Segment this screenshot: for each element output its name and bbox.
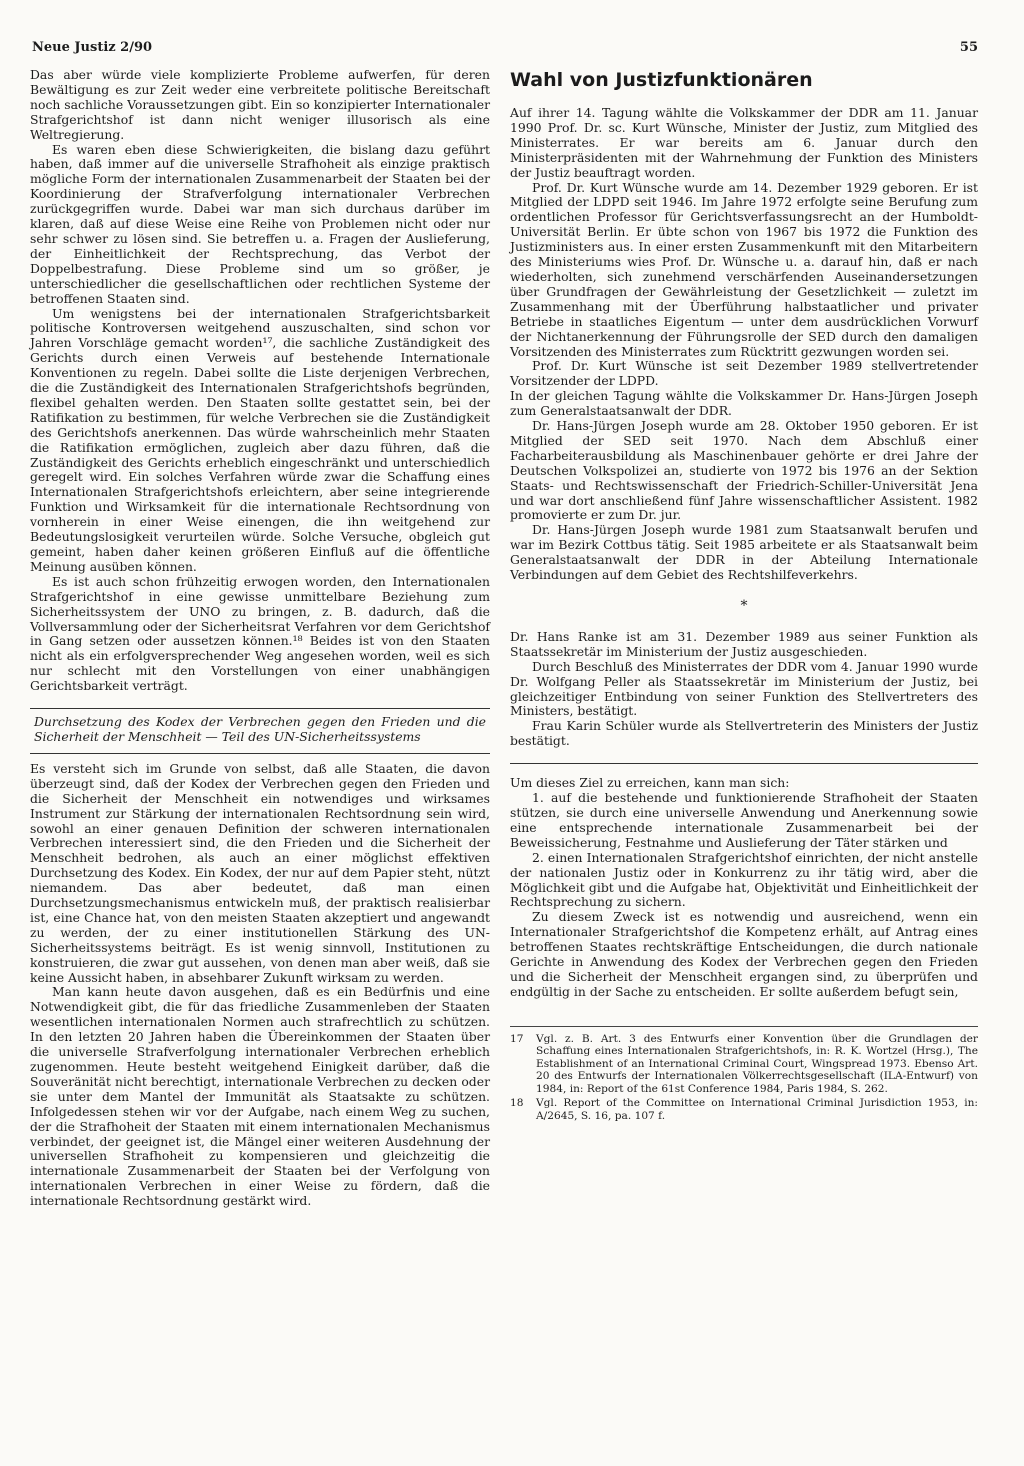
paragraph: In der gleichen Tagung wählte die Volkskammer Dr. Hans-Jürgen Joseph zum Generalstaatsanwalt der DDR.	[510, 388, 978, 419]
footnote	[510, 1097, 978, 1122]
paragraph: Es waren eben diese Schwierigkeiten, die bislang dazu geführt haben, daß immer auf die universelle Strafhoheit als einzige praktisch mögliche Form der internationalen Zusammenarbeit der Staaten bei der Koordinierung der Strafverfolgung internationaler Verbrechen zurückgegriffen wurde. Dabei war man sich durchaus darüber im klaren, daß auf diese Weise eine Reihe von Problemen nicht oder nur sehr schwer zu lösen sind. Sie betreffen u. a. Fragen der Auslieferung, der Einheitlichkeit der Rechtsprechung, das Verbot der Doppelbestrafung. Diese Probleme sind um so größer, je unterschiedlicher die gesellschaftlichen oder rechtlichen Systeme der betroffenen Staaten sind.	[30, 141, 490, 306]
running-header	[30, 40, 978, 60]
footnote-text: Vgl. z. B. Art. 3 des Entwurfs einer Konvention über die Grundlagen der Schaffung eines Internationalen Strafgerichtshofs, in: R. K. Wortzel (Hrsg.), The Establishment of an International Criminal Court, Wingspread 1973. Ebenso Art. 20 des Entwurfs der Internationalen Völkerrechtsgesellschaft (ILA-Entwurf) von 1984, in: Report of the 61st Conference 1984, Paris 1984, S. 262.	[536, 1032, 978, 1095]
journal-title: Neue Justiz 2/90	[32, 40, 153, 55]
paragraph: Zu diesem Zweck ist es notwendig und ausreichend, wenn ein Internationaler Strafgerichtshof die Kompetenz erhält, auf Antrag eines betroffenen Staates rechtskräftige Entscheidungen, die durch nationale Gerichte in Anwendung des Kodex der Verbrechen gegen den Frieden und die Sicherheit der Menschheit ergangen sind, zu überprüfen und endgültig in der Sache zu entscheiden. Er sollte außerdem befugt sein,	[510, 909, 978, 999]
paragraph: Das aber würde viele komplizierte Probleme aufwerfen, für deren Bewältigung es zur Zeit weder eine verbreitete politische Bereitschaft noch sachliche Voraussetzungen gibt. Ein so konzipierter Internationaler Strafgerichtshof ist dann nicht weniger illusorisch als eine Weltregierung.	[30, 67, 490, 142]
right-column	[510, 68, 978, 1124]
paragraph: Dr. Hans-Jürgen Joseph wurde 1981 zum Staatsanwalt berufen und war im Bezirk Cottbus tätig. Seit 1985 arbeitete er als Staatsanwalt beim Generalstaatsanwalt der DDR in der Abteilung Internationale Verbindungen auf dem Gebiet des Rechtshilfeverkehrs.	[510, 522, 978, 583]
paragraph: Dr. Hans Ranke ist am 31. Dezember 1989 aus seiner Funktion als Staatssekretär im Ministerium der Justiz ausgeschieden.	[510, 628, 978, 659]
paragraph: Es versteht sich im Grunde von selbst, daß alle Staaten, die davon überzeugt sind, daß der Kodex der Verbrechen gegen den Frieden und die Sicherheit der Menschheit ein notwendiges und wirksames Instrument zur Stärkung der internationalen Rechtsordnung sein wird, sowohl an einer genauen Definition der schweren internationalen Verbrechen interessiert sind, die den Frieden und die Sicherheit der Menschheit bedrohen, als auch an einer möglichst effektiven Durchsetzung des Kodex. Ein Kodex, der nur auf dem Papier steht, nützt niemandem. Das aber bedeutet, daß man einen Durchsetzungsmechanismus entwickeln muß, der praktisch realisierbar ist, eine Chance hat, von den meisten Staaten akzeptiert und angewandt zu werden, der zu einer institutionellen Stärkung des UN-Sicherheitssystems beiträgt. Es ist wenig sinnvoll, Institutionen zu konstruieren, die zwar gut aussehen, von denen man aber weiß, daß sie keine Aussicht haben, in absehbarer Zukunft wirksam zu werden.	[30, 760, 490, 985]
footnote	[510, 1033, 978, 1096]
paragraph: Man kann heute davon ausgehen, daß es ein Bedürfnis und eine Notwendigkeit gibt, die für das friedliche Zusammenleben der Staaten wesentlichen internationalen Normen auch strafrechtlich zu schützen. In den letzten 20 Jahren haben die Übereinkommen der Staaten über die universelle Strafverfolgung internationaler Verbrechen erheblich zugenommen. Heute besteht weitgehend Einigkeit darüber, daß die Souveränität nicht berechtigt, internationale Verbrechen zu decken oder sie unter dem Mantel der Immunität als Staatsakte zu schützen. Infolgedessen stehen wir vor der Aufgabe, nach einem Weg zu suchen, der die Strafhoheit der Staaten mit einem internationalen Mechanismus verbindet, der geeignet ist, die Mängel einer weiteren Ausdehnung der universellen Strafhoheit zu kompensieren und gleichzeitig die internationale Zusammenarbeit der Staaten bei der Verfolgung von internationalen Verbrechen in einer Weise zu fördern, daß die internationale Rechtsordnung gestärkt wird.	[30, 984, 490, 1209]
paragraph: Es ist auch schon frühzeitig erwogen worden, den Internationalen Strafgerichtshof in eine gewisse unmittelbare Beziehung zum Sicherheitssystem der UNO zu bringen, z. B. dadurch, daß die Vollversammlung oder der Sicherheitsrat Verfahren vor dem Gerichtshof in Gang setzen oder aussetzen können.¹⁸ Beides ist von den Staaten nicht als ein erfolgversprechender Weg angesehen worden, weil es sich nur schlecht mit den Vorstellungen von einer unabhängigen Gerichtsbarkeit verträgt.	[30, 573, 490, 694]
section-divider-star: *	[740, 598, 748, 614]
article-title: Wahl von Justizfunktionären	[510, 69, 813, 91]
paragraph: Um dieses Ziel zu erreichen, kann man sich:	[510, 775, 790, 791]
footnotes	[510, 1026, 978, 1123]
journal-page	[30, 40, 978, 1440]
list-item: 1. auf die bestehende und funktionierende Strafhoheit der Staaten stützen, sie durch eine universelle Anwendung und Anerkennung sowie eine entsprechende internationale Zusammenarbeit bei der Beweissicherung, Festnahme und Auslieferung der Täter stärken und	[510, 790, 978, 850]
list-item: 2. einen Internationalen Strafgerichtshof einrichten, der nicht anstelle der nationalen Justiz oder in Konkurrenz zu ihr tätig wird, aber die Möglichkeit gibt und die Aufgabe hat, Objektivität und Einheitlichkeit der Rechtsprechung zu sichern.	[510, 849, 978, 910]
paragraph: Prof. Dr. Kurt Wünsche wurde am 14. Dezember 1929 geboren. Er ist Mitglied der LDPD seit 1946. Im Jahre 1972 erfolgte seine Berufung zum ordentlichen Professor für Gerichtsverfassungsrecht an der Humboldt-Universität Berlin. Er übte schon von 1967 bis 1972 die Funktion des Justizministers aus. In einer ersten Zusammenkunft mit den Mitarbeitern des Ministeriums wies Prof. Dr. Wünsche u. a. darauf hin, daß er nach wiederholten, sich zunehmend verschärfenden Auseinandersetzungen über Grundfragen der Gewährleistung der Gesetzlichkeit — zuletzt im Zusammenhang mit der Überführung halbstaatlicher und privater Betriebe in staatliches Eigentum — unter dem ausdrücklichen Vorwurf der Nichtanerkennung der Führungsrolle der SED durch den damaligen Vorsitzenden des Ministerrates zum Rücktritt gezwungen worden sei.	[510, 179, 978, 359]
page-number: 55	[959, 40, 978, 55]
section-rule	[510, 763, 978, 764]
paragraph: Dr. Hans-Jürgen Joseph wurde am 28. Oktober 1950 geboren. Er ist Mitglied der SED seit 1970. Nach dem Abschluß einer Facharbeiterausbildung als Maschinenbauer gehörte er drei Jahre der Deutschen Volkspolizei an, studierte von 1972 bis 1976 an der Sektion Staats- und Rechtswissenschaft der Friedrich-Schiller-Universität Jena und war dort anschließend fünf Jahre wissenschaftlicher Assistent. 1982 promovierte er zum Dr. jur.	[510, 418, 978, 523]
paragraph: Prof. Dr. Kurt Wünsche ist seit Dezember 1989 stellvertretender Vorsitzender der LDPD.	[510, 358, 978, 389]
footnote-text: Vgl. Report of the Committee on International Criminal Jurisdiction 1953, in: A/2645, S. 16, pa. 107 f.	[536, 1097, 978, 1122]
left-column	[30, 68, 490, 1209]
paragraph: Durch Beschluß des Ministerrates der DDR vom 4. Januar 1990 wurde Dr. Wolfgang Peller als Staatssekretär im Ministerium der Justiz, bei gleichzeitiger Entbindung von seiner Funktion des Stellvertreters des Ministers, bestätigt.	[510, 658, 978, 719]
paragraph: Auf ihrer 14. Tagung wählte die Volkskammer der DDR am 11. Januar 1990 Prof. Dr. sc. Kurt Wünsche, Minister der Justiz, zum Mitglied des Ministerrates. Er war bereits am 6. Januar durch den Ministerpräsidenten mit der Wahrnehmung der Funktion des Ministers der Justiz beauftragt worden.	[510, 105, 978, 180]
section-subheading: Durchsetzung des Kodex der Verbrechen gegen den Frieden und die Sicherheit der Menschheit — Teil des UN-Sicherheitssystems	[30, 708, 490, 754]
footnote-number: 17	[510, 1032, 524, 1045]
footnote-number: 18	[510, 1097, 524, 1110]
paragraph: Frau Karin Schüler wurde als Stellvertreterin des Ministers der Justiz bestätigt.	[510, 718, 978, 749]
paragraph: Um wenigstens bei der internationalen Strafgerichtsbarkeit politische Kontroversen weitgehend auszuschalten, sind schon vor Jahren Vorschläge gemacht worden¹⁷, die sachliche Zuständigkeit des Gerichts durch einen Verweis auf bestehende Internationale Konventionen zu regeln. Dabei sollte die Liste derjenigen Verbrechen, die die Zuständigkeit des Internationalen Strafgerichtshofs begründen, flexibel gehalten werden. Den Staaten sollte gestattet sein, bei der Ratifikation zu bestimmen, für welche Verbrechen sie die Zuständigkeit des Gerichtshofs anerkennen. Das würde wahrscheinlich mehr Staaten die Ratifikation ermöglichen, zugleich aber dazu führen, daß die Zuständigkeit des Gerichts erheblich eingeschränkt und unterschiedlich geregelt wird. Ein solches Verfahren würde zwar die Schaffung eines Internationalen Strafgerichtshofs erleichtern, aber seine integrierende Funktion und Wirksamkeit für die internationale Rechtsordnung von vornherein in einer Weise einengen, die ihn weitgehend zur Bedeutungslosigkeit verurteilen würde. Solche Versuche, obgleich gut gemeint, haben daher keinen größeren Einfluß auf die öffentliche Meinung ausüben können.	[30, 305, 490, 574]
